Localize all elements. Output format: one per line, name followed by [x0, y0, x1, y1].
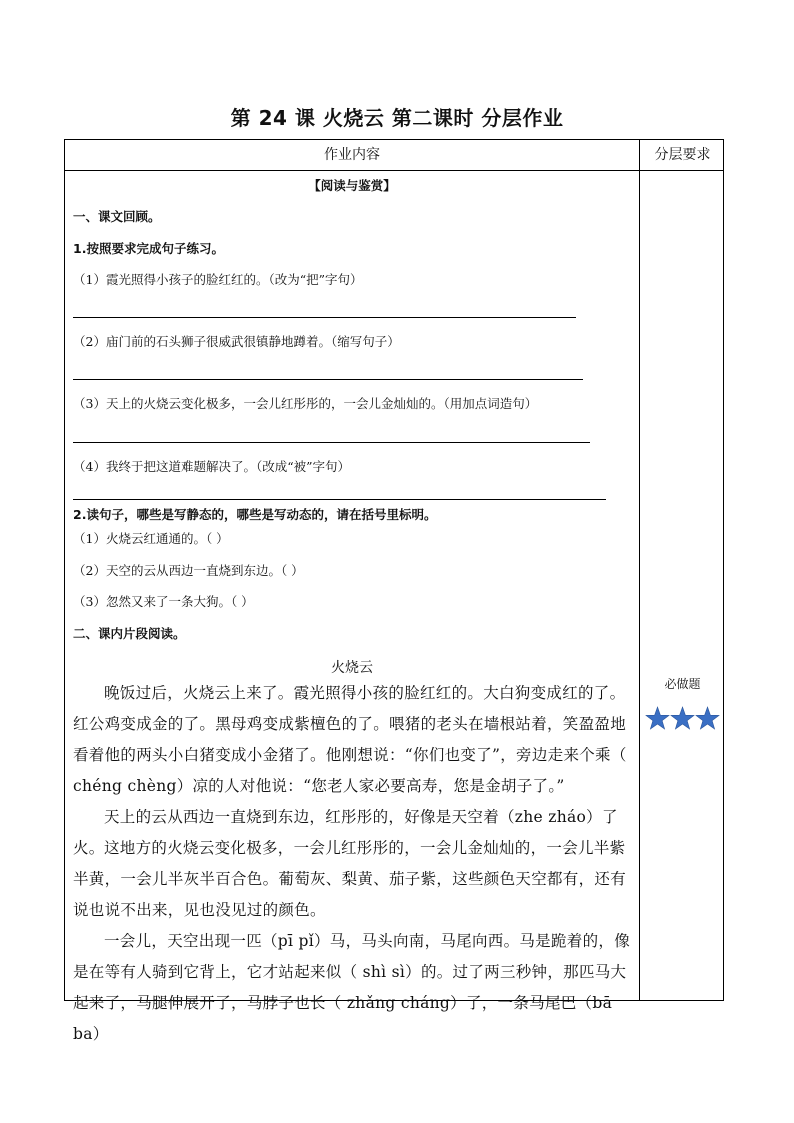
answer-line[interactable]	[73, 317, 576, 318]
question2-heading: 2.读句子，哪些是写静态的，哪些是写动态的，请在括号里标明。	[73, 507, 437, 522]
header-divider	[65, 170, 723, 171]
answer-line[interactable]	[73, 499, 606, 500]
question2-item: （3）忽然又来了一条大狗。（ ）	[73, 594, 254, 609]
question1-item: （1）霞光照得小孩子的脸红红的。（改为“把”字句）	[73, 272, 363, 287]
section-heading: 【阅读与鉴赏】	[308, 178, 396, 193]
question1-item: （3）天上的火烧云变化极多，一会儿红彤彤的，一会儿金灿灿的。（用加点词造句）	[73, 396, 538, 411]
answer-line[interactable]	[73, 442, 590, 443]
question1-item: （4）我终于把这道难题解决了。（改成“被”字句）	[73, 459, 350, 474]
difficulty-stars	[645, 706, 720, 732]
homework-table	[64, 139, 724, 1043]
star-icon	[671, 707, 694, 729]
column-header-content: 作业内容	[324, 147, 380, 163]
question1-item: （2）庙门前的石头狮子很威武很镇静地蹲着。（缩写句子）	[73, 334, 400, 349]
passage-paragraph: 这地方的火烧云变化极多，一会儿红彤彤的，一会儿金灿灿的，一会儿半紫半黄，一会儿半灰半百合色。葡萄灰、梨黄、茄子紫，这些颜色天空都有，还有说也说不出来，见也没见过的颜色。	[73, 839, 627, 919]
question2-item: （1）火烧云红通通的。（ ）	[73, 531, 229, 546]
column-divider	[639, 140, 640, 1000]
question1-heading: 1.按照要求完成句子练习。	[73, 241, 224, 256]
part1-heading: 一、课文回顾。	[73, 209, 161, 224]
star-icon	[696, 707, 719, 729]
star-icon	[646, 707, 669, 729]
page-title: 第 24 课 火烧云 第二课时 分层作业	[230, 106, 564, 130]
passage-paragraph: 晚饭过后，火烧云上来了。霞光照得小孩的脸红红的。大白狗变成红的了。红公鸡变成金的了。黑母鸡变成紫檀色的了。喂猪的老头在墙根站着，笑盈盈地看着他的两头小白猪变成小金猪了。他刚想说：“你们也变了”，旁边走来个乘（ chéng chèng）凉的人对他说：“您老人家必要高寿，您是金胡子了。”	[73, 684, 627, 795]
part2-heading: 二、课内片段阅读。	[73, 626, 186, 641]
answer-line[interactable]	[73, 379, 583, 380]
column-header-level: 分层要求	[654, 147, 711, 163]
passage-paragraph: 天上的云从西边一直烧到东边，红彤彤的，好像是天空着（zhe zháo）了火。	[73, 808, 618, 857]
level-label: 必做题	[664, 677, 701, 691]
passage-title: 火烧云	[331, 660, 373, 676]
star-rating	[645, 706, 720, 732]
question2-item: （2）天空的云从西边一直烧到东边。（ ）	[73, 563, 304, 578]
passage-paragraph: 一会儿，天空出现一匹（pī pǐ）马，马头向南，马尾向西。马是跪着的，像是在等有人骑到它背上，它才站起来似（ shì sì）的。过了两三秒钟，那匹马大起来了，马腿伸展开了，马脖子也长（ zhǎng cháng）了，一条马尾巴（bā ba）	[73, 932, 630, 1043]
